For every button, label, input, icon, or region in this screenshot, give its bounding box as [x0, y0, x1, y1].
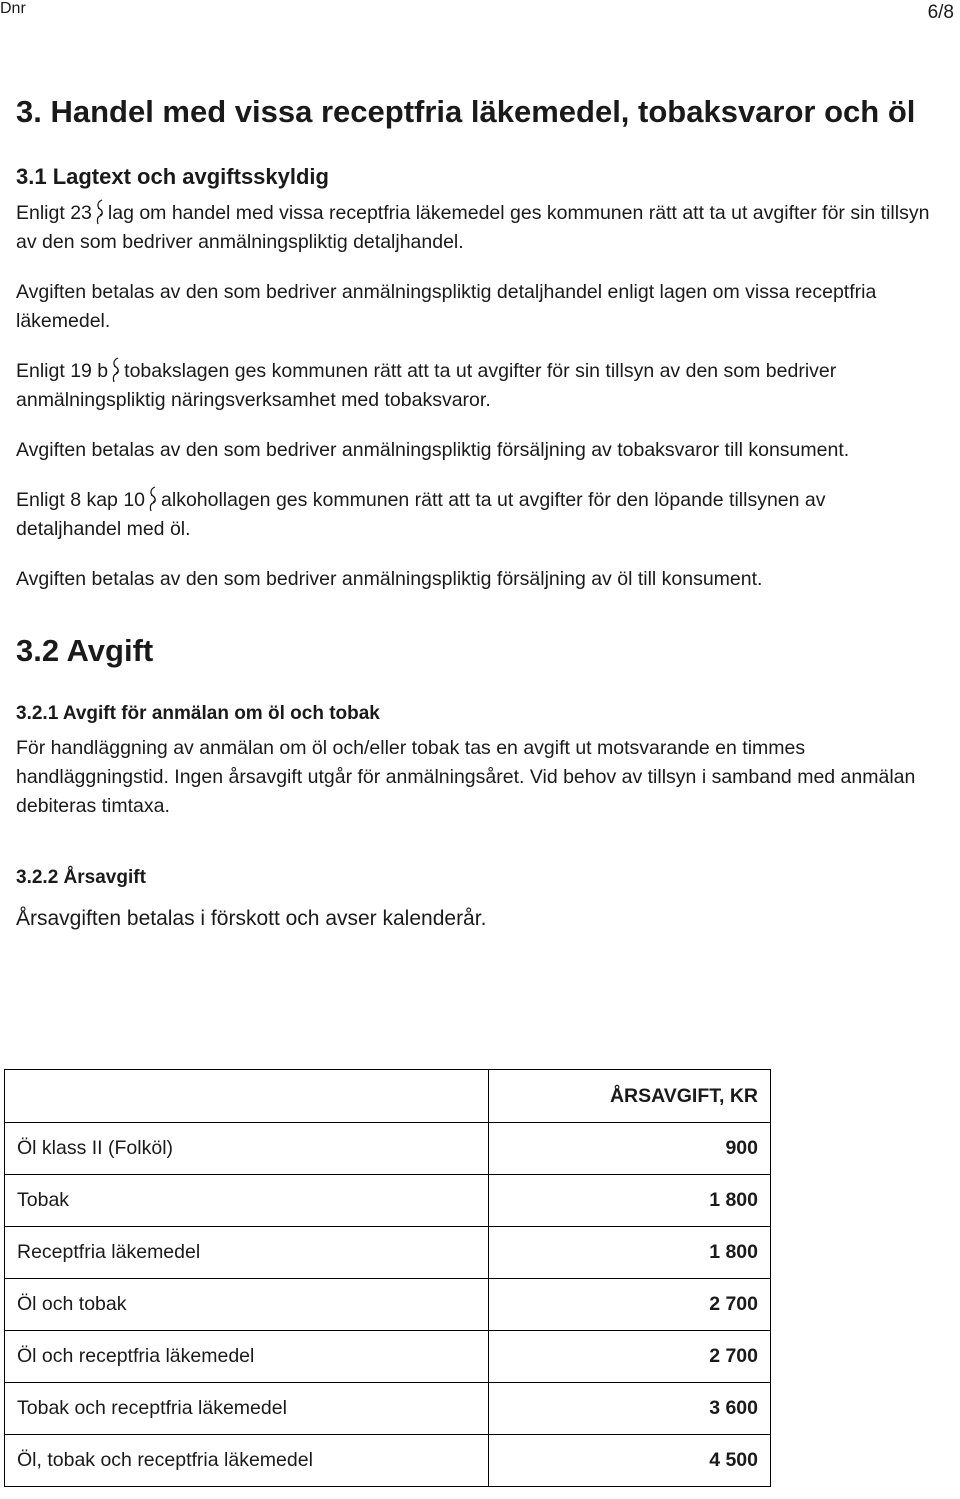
table-row: [5, 1435, 771, 1487]
paragraph-avgift-2: Avgiften betalas av den som bedriver anmälningspliktig försäljning av tobaksvaror till konsument.: [16, 439, 850, 461]
fee-category-cell: Receptfria läkemedel: [5, 1227, 489, 1279]
subsection-title-3-2-1: 3.2.1 Avgift för anmälan om öl och tobak: [16, 703, 380, 724]
page-number: 6/8: [927, 2, 954, 23]
subsection-title-3-1: 3.1 Lagtext och avgiftsskyldig: [16, 164, 329, 189]
subsection-title-3-2: 3.2 Avgift: [16, 633, 154, 668]
section-sign-icon: [149, 486, 157, 512]
section-title: 3. Handel med vissa receptfria läkemedel, tobaksvaror och öl: [16, 94, 916, 129]
table-row: [5, 1279, 771, 1331]
paragraph-anmalan: För handläggning av anmälan om öl och/eller tobak tas en avgift ut motsvarande en timmes handläggningstid. Ingen årsavgift utgår för anmälningsåret. Vid behov av tillsyn i samband med anmälan debiteras timtaxa.: [16, 737, 916, 817]
table-row: [5, 1383, 771, 1435]
fee-category-cell: Öl och tobak: [5, 1279, 489, 1331]
fee-amount-cell: 2 700: [489, 1331, 771, 1383]
page-header: [0, 0, 960, 24]
paragraph-text: Enligt 23: [16, 202, 92, 224]
paragraph-text: alkohollagen ges kommunen rätt att ta ut avgifter för den löpande tillsynen av detaljhandel med öl.: [16, 489, 826, 540]
section-sign-icon: [96, 199, 104, 225]
table-header-annual-fee: ÅRSAVGIFT, KR: [489, 1070, 771, 1123]
fee-category-cell: Tobak: [5, 1175, 489, 1227]
document-number-label: Dnr: [0, 0, 26, 17]
fee-category-cell: Öl och receptfria läkemedel: [5, 1331, 489, 1383]
paragraph-avgift-1: Avgiften betalas av den som bedriver anmälningspliktig detaljhandel enligt lagen om vissa receptfria läkemedel.: [16, 281, 877, 332]
table-header-row: [5, 1070, 771, 1123]
fee-amount-cell: 1 800: [489, 1227, 771, 1279]
paragraph-text: Enligt 19 b: [16, 360, 109, 382]
paragraph-text: tobakslagen ges kommunen rätt att ta ut avgifter för sin tillsyn av den som bedriver anmälningspliktig näringsverksamhet med tobaksvaror.: [16, 360, 837, 411]
section-sign-icon: [112, 357, 120, 383]
paragraph-lagtext-3: [16, 486, 936, 544]
table-row: [5, 1175, 771, 1227]
fee-category-cell: Tobak och receptfria läkemedel: [5, 1383, 489, 1435]
fee-amount-cell: 3 600: [489, 1383, 771, 1435]
fee-category-cell: Öl, tobak och receptfria läkemedel: [5, 1435, 489, 1487]
paragraph-lagtext-1: [16, 199, 936, 257]
table-row: [5, 1227, 771, 1279]
subsection-title-3-2-2: 3.2.2 Årsavgift: [16, 867, 146, 888]
fee-amount-cell: 900: [489, 1123, 771, 1175]
fee-amount-cell: 4 500: [489, 1435, 771, 1487]
table-row: [5, 1331, 771, 1383]
document-body: [16, 90, 936, 933]
table-row: [5, 1123, 771, 1175]
fee-amount-cell: 2 700: [489, 1279, 771, 1331]
paragraph-lagtext-2: [16, 357, 936, 415]
fee-table: [4, 1069, 771, 1487]
paragraph-text: lag om handel med vissa receptfria läkemedel ges kommunen rätt att ta ut avgifter för sin tillsyn av den som bedriver anmälningspliktig detaljhandel.: [16, 202, 930, 253]
fee-amount-cell: 1 800: [489, 1175, 771, 1227]
paragraph-arsavgift: Årsavgiften betalas i förskott och avser kalenderår.: [16, 907, 487, 930]
fee-category-cell: Öl klass II (Folköl): [5, 1123, 489, 1175]
table-header-empty: [5, 1070, 489, 1123]
paragraph-avgift-3: Avgiften betalas av den som bedriver anmälningspliktig försäljning av öl till konsument.: [16, 568, 763, 590]
paragraph-text: Enligt 8 kap 10: [16, 489, 146, 511]
